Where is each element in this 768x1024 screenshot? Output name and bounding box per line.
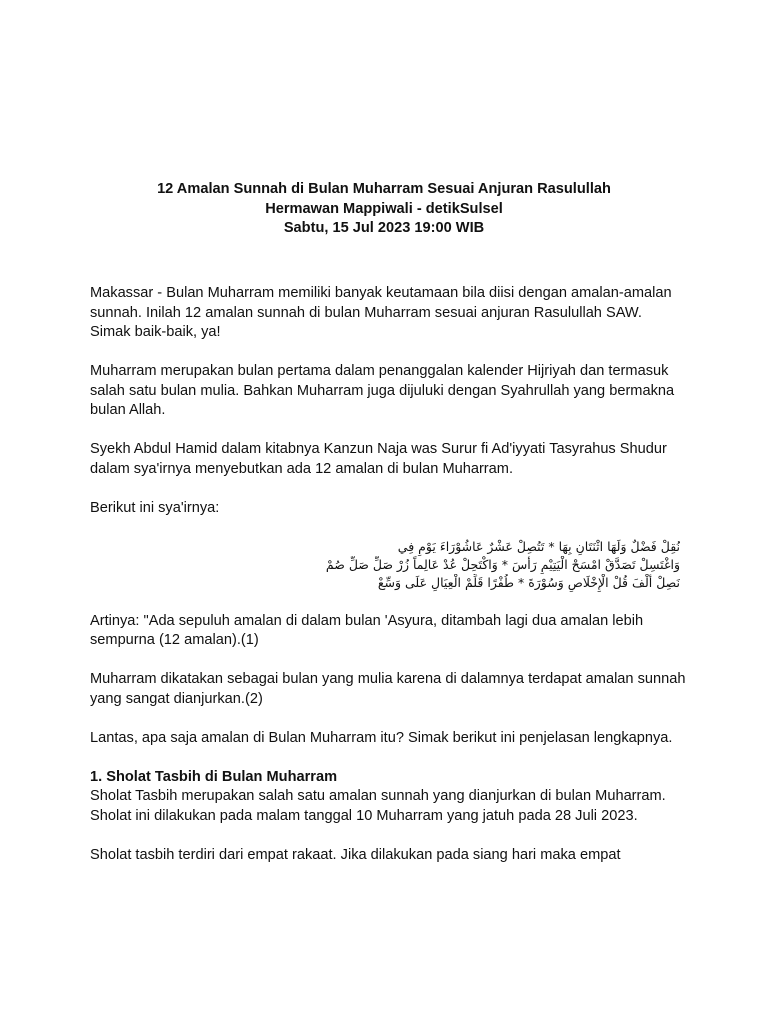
arabic-poem bbox=[90, 538, 680, 592]
paragraph-lantas: Lantas, apa saja amalan di Bulan Muharram itu? Simak berikut ini penjelasan lengkapnya. bbox=[90, 729, 673, 746]
article-date: Sabtu, 15 Jul 2023 19:00 WIB bbox=[283, 220, 485, 236]
section-1-text-2: Sholat tasbih terdiri dari empat rakaat. Jika dilakukan pada siang hari maka empat bbox=[90, 846, 621, 863]
arabic-line: نَصِلْ أَلْفَ قُلْ الْإِخْلَاصِ وَسُوْرَةَ * طُفْرًا قَلِّمْ الْعِيَالِ عَلَى وَسِّعْ bbox=[377, 574, 680, 590]
article-title: 12 Amalan Sunnah di Bulan Muharram Sesuai Anjuran Rasulullah bbox=[157, 181, 611, 197]
paragraph-intro-text: Makassar - Bulan Muharram memiliki banyak keutamaan bila diisi dengan amalan-amalan sunnah. Inilah 12 amalan sunnah di bulan Muharram sesuai anjuran Rasulullah SAW. bbox=[90, 285, 672, 321]
section-1-text: Sholat Tasbih merupakan salah satu amalan sunnah yang dianjurkan di bulan Muharram. Sholat ini dilakukan pada malam tanggal 10 Muharram yang jatuh pada 28 Juli 2023. bbox=[90, 788, 666, 824]
article-body bbox=[90, 284, 690, 885]
article-byline: Hermawan Mappiwali - detikSulsel bbox=[265, 200, 503, 217]
paragraph-syekh: Syekh Abdul Hamid dalam kitabnya Kanzun Naja was Surur fi Ad'iyyati Tasyrahus Shudur dalam sya'irnya menyebutkan ada 12 amalan di bulan Muharram. bbox=[90, 441, 667, 477]
paragraph-artinya: Artinya: "Ada sepuluh amalan di dalam bulan 'Asyura, ditambah lagi dua amalan lebih sempurna (12 amalan).(1) bbox=[90, 612, 644, 648]
paragraph-intro bbox=[90, 284, 690, 343]
arabic-line: وَاغْتَسِلْ تَصَدَّقْ امْسَحْ الْيَتِيْمِ رَأْسَ * وَاكْتَحِلْ عُدْ عَالِماً زُرْ صَلِّ صَلِّ صُمْ bbox=[325, 556, 680, 572]
paragraph-mulia: Muharram dikatakan sebagai bulan yang mulia karena di dalamnya terdapat amalan sunnah yang sangat dianjurkan.(2) bbox=[90, 671, 686, 707]
section-1-heading: 1. Sholat Tasbih di Bulan Muharram bbox=[90, 768, 338, 785]
arabic-line: نُقِلْ فَضْلٌ وَلَهَا اثْنَتَانِ بِهَا * تَتُصِلْ عَشْرٌ عَاشُوْرَاءَ يَوْمِ فِي bbox=[397, 538, 680, 554]
paragraph-syair-intro: Berikut ini sya'irnya: bbox=[90, 499, 220, 516]
section-1 bbox=[90, 768, 690, 866]
article-header bbox=[0, 180, 768, 239]
paragraph-muharram: Muharram merupakan bulan pertama dalam penanggalan kalender Hijriyah dan termasuk salah satu bulan mulia. Bahkan Muharram juga dijuluki dengan Syahrullah yang bermakna bulan Allah. bbox=[90, 363, 675, 418]
paragraph-intro-closing: Simak baik-baik, ya! bbox=[90, 324, 221, 340]
